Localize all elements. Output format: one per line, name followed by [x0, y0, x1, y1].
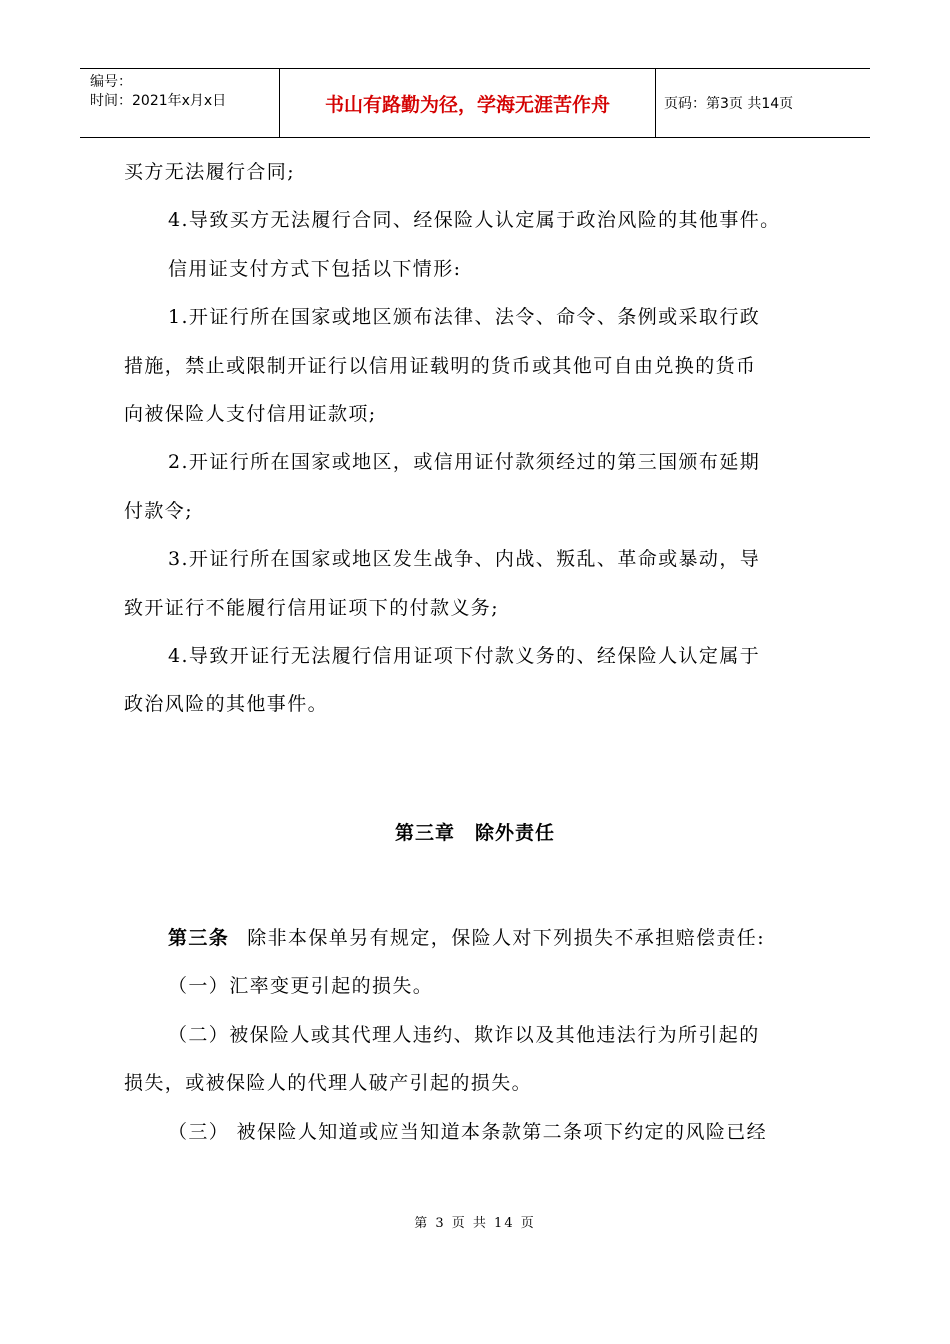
- paragraph-line: 2.开证行所在国家或地区，或信用证付款须经过的第三国颁布延期: [168, 451, 761, 474]
- paragraph-line: 1.开证行所在国家或地区颁布法律、法令、命令、条例或采取行政: [168, 306, 761, 329]
- paragraph-line: 措施，禁止或限制开证行以信用证载明的货币或其他可自由兑换的货币: [124, 354, 757, 377]
- number-label: 编号：: [90, 74, 132, 90]
- paragraph-line: （一）汇率变更引起的损失。: [168, 975, 434, 998]
- paragraph-line: 4.导致开证行无法履行信用证项下付款义务的、经保险人认定属于: [168, 645, 761, 668]
- page-footer: 第 3 页 共 14 页: [414, 1216, 536, 1231]
- paragraph-line: （三） 被保险人知道或应当知道本条款第二条项下约定的风险已经: [168, 1120, 768, 1143]
- article-text: 除非本保单另有规定，保险人对下列损失不承担赔偿责任:: [247, 927, 766, 949]
- header-motto: 书山有路勤为径，学海无涯苦作舟: [280, 69, 656, 137]
- paragraph-line: 4.导致买方无法履行合同、经保险人认定属于政治风险的其他事件。: [168, 209, 781, 232]
- article-label: 第三条: [168, 927, 230, 949]
- paragraph-line: 买方无法履行合同;: [124, 161, 296, 183]
- paragraph-line: （二）被保险人或其代理人违约、欺诈以及其他违法行为所引起的: [168, 1023, 760, 1046]
- chapter-title: 第三章 除外责任: [394, 822, 555, 844]
- paragraph-line: 政治风险的其他事件。: [124, 693, 329, 716]
- paragraph-line: 向被保险人支付信用证款项;: [124, 403, 377, 426]
- paragraph-line: 3.开证行所在国家或地区发生战争、内战、叛乱、革命或暴动，导: [168, 548, 761, 571]
- paragraph-line: 信用证支付方式下包括以下情形:: [168, 257, 462, 280]
- article-line: [124, 914, 828, 962]
- header-meta: [80, 69, 280, 137]
- header-page-info: 页码：第3页 共14页: [664, 96, 794, 112]
- date-label: 时间：2021年x月x日: [90, 93, 227, 109]
- body-section-1: [124, 148, 828, 729]
- body-section-2: [124, 914, 828, 1156]
- paragraph-line: 付款令;: [124, 499, 194, 522]
- paragraph-line: 致开证行不能履行信用证项下的付款义务;: [124, 596, 500, 619]
- paragraph-line: 损失，或被保险人的代理人破产引起的损失。: [124, 1072, 533, 1095]
- page-header: [80, 68, 870, 138]
